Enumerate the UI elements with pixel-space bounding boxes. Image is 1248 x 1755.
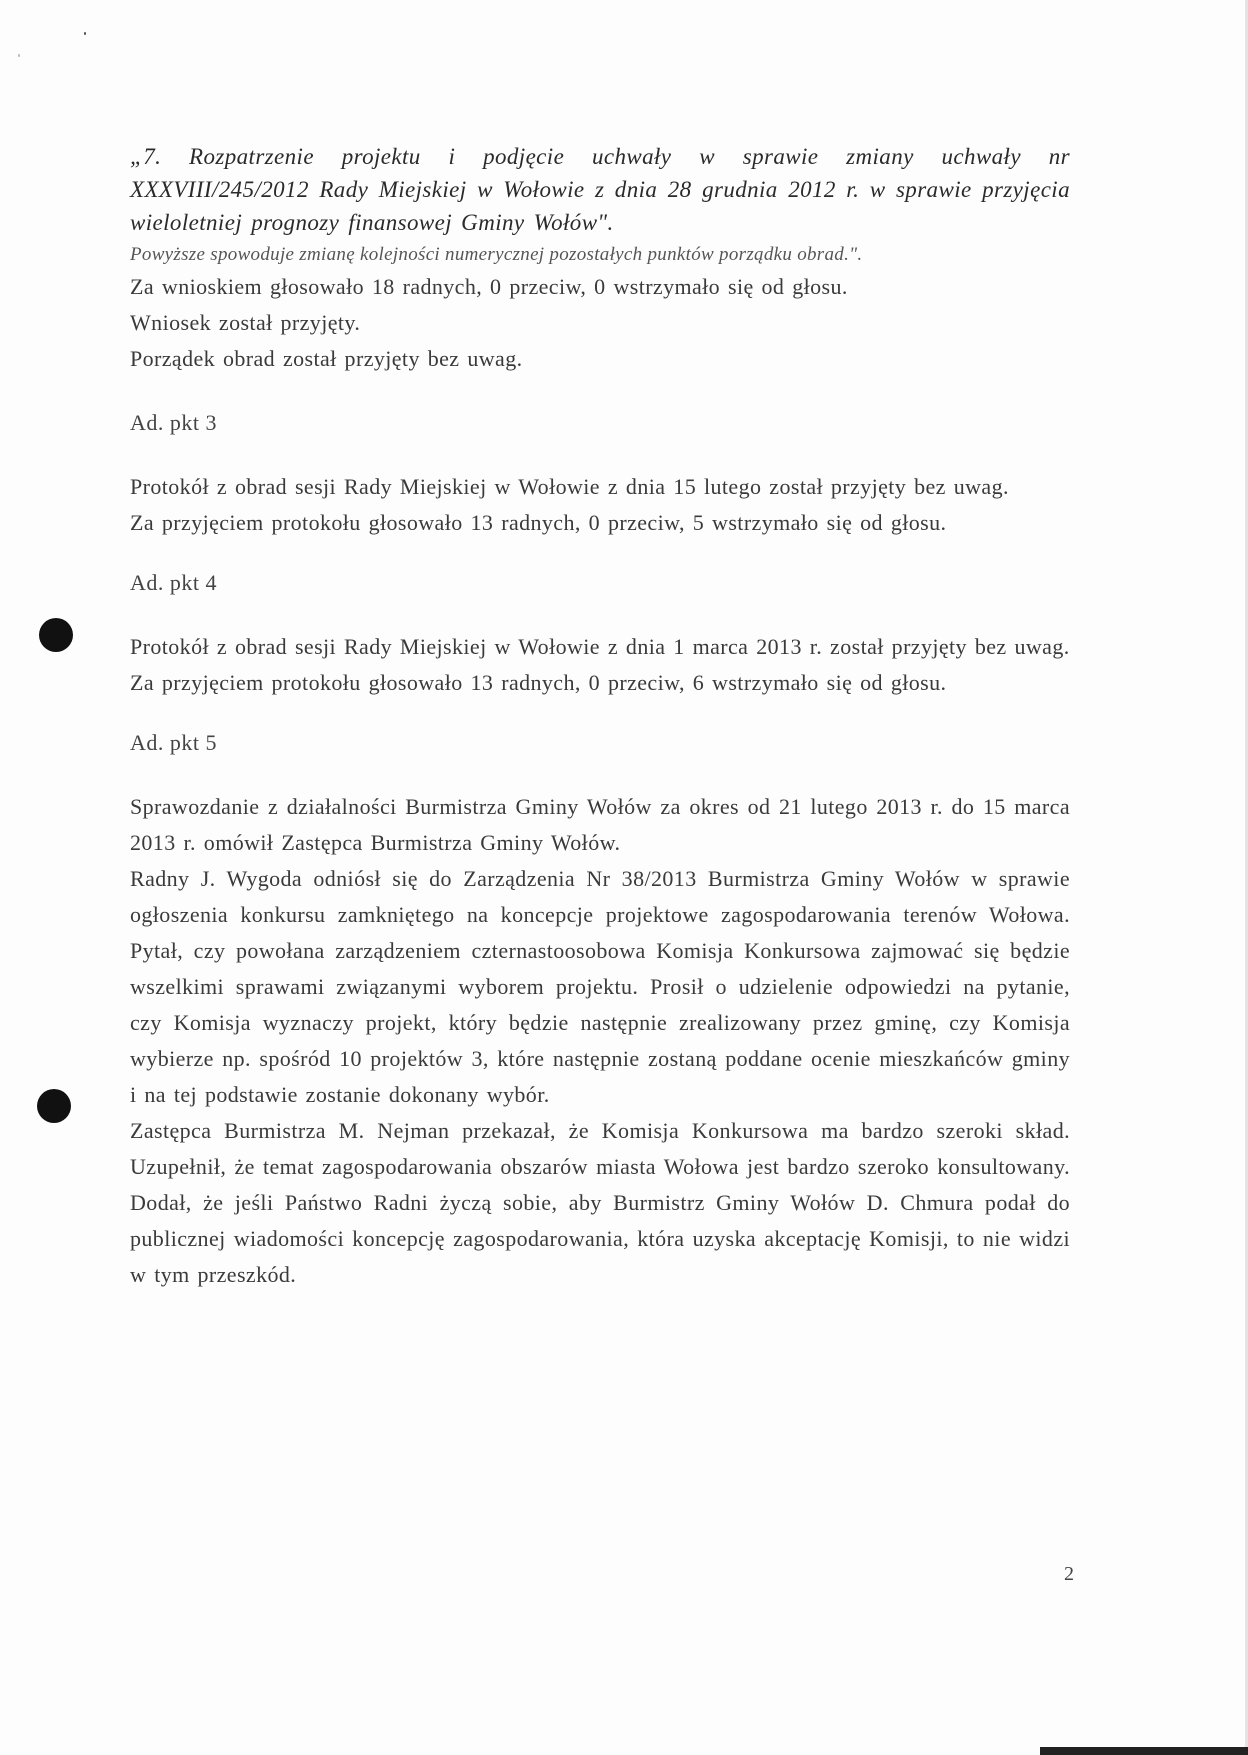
agenda-accepted: Porządek obrad został przyjęty bez uwag. (130, 346, 523, 371)
scan-speck (84, 32, 86, 35)
document-body (130, 140, 1070, 1293)
agenda-item-accepted: Wniosek został przyjęty. (130, 310, 361, 335)
pkt5-answer: Zastępca Burmistrza M. Nejman przekazał, że Komisja Konkursowa ma bardzo szeroki skład. Uzupełnił, że temat zagospodarowania obszarów miasta Wołowa jest bardzo szeroko konsultowany. Dodał, że jeśli Państwo Radni życzą sobie, aby Burmistrz Gminy Wołów D. Chmura podał do publicznej wiadomości koncepcję zagospodarowania, która uzyska akceptację Komisji, to nie widzi w tym przeszkód. (130, 1118, 1070, 1287)
agenda-item-intro: „7. Rozpatrzenie projektu i podjęcie uchwały w sprawie zmiany uchwały nr XXXVIII/245/2012 Rady Miejskiej w Wołowie z dnia 28 grudnia 2012 r. w sprawie przyjęcia wieloletniej prognozy finansowej Gminy Wołów". (130, 144, 1070, 235)
agenda-item-note: Powyższe spowoduje zmianę kolejności numerycznej pozostałych punktów porządku obrad.". (130, 244, 863, 265)
pkt4-protocol: Protokół z obrad sesji Rady Miejskiej w Wołowie z dnia 1 marca 2013 r. został przyjęty bez uwag. (130, 634, 1070, 659)
punch-hole-top (39, 618, 73, 652)
section-heading-pkt5: Ad. pkt 5 (130, 730, 217, 755)
pkt5-question: Radny J. Wygoda odniósł się do Zarządzenia Nr 38/2013 Burmistrza Gminy Wołów w sprawie ogłoszenia konkursu zamkniętego na koncepcje projektowe zagospodarowania terenów Wołowa. Pytał, czy powołana zarządzeniem czternastoosobowa Komisja Konkursowa zajmować się będzie wszelkimi sprawami związanymi wyborem projektu. Prosił o udzielenie odpowiedzi na pytanie, czy Komisja wyznaczy projekt, który będzie następnie zrealizowany przez gminę, czy Komisja wybierze np. spośród 10 projektów 3, które następnie zostaną poddane ocenie mieszkańców gminy i na tej podstawie zostanie dokonany wybór. (130, 866, 1070, 1107)
section-heading-pkt4: Ad. pkt 4 (130, 570, 217, 595)
punch-hole-bottom (37, 1089, 71, 1123)
section-heading-pkt3: Ad. pkt 3 (130, 410, 217, 435)
agenda-item-vote: Za wnioskiem głosowało 18 radnych, 0 przeciw, 0 wstrzymało się od głosu. (130, 274, 848, 299)
scan-edge-bottom (1040, 1747, 1248, 1755)
pkt3-vote: Za przyjęciem protokołu głosowało 13 radnych, 0 przeciw, 5 wstrzymało się od głosu. (130, 510, 947, 535)
scan-speck (18, 54, 20, 57)
pkt5-report: Sprawozdanie z działalności Burmistrza Gminy Wołów za okres od 21 lutego 2013 r. do 15 marca 2013 r. omówił Zastępca Burmistrza Gminy Wołów. (130, 794, 1070, 855)
page-number: 2 (1064, 1563, 1074, 1585)
pkt3-protocol: Protokół z obrad sesji Rady Miejskiej w Wołowie z dnia 15 lutego został przyjęty bez uwag. (130, 474, 1009, 499)
pkt4-vote: Za przyjęciem protokołu głosowało 13 radnych, 0 przeciw, 6 wstrzymało się od głosu. (130, 670, 947, 695)
